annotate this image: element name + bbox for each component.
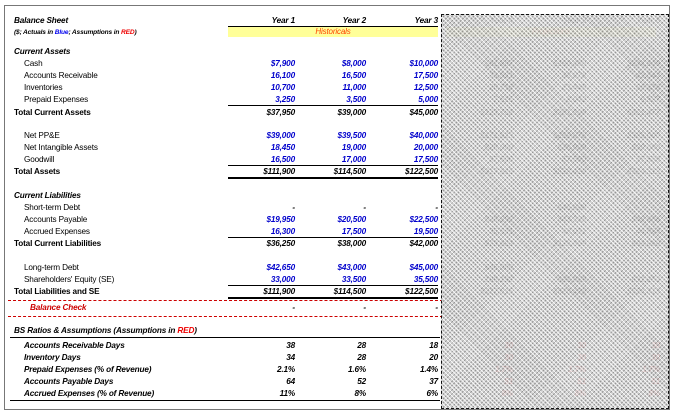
ap-year-3[interactable]: $22,500: [409, 215, 438, 224]
ap-days-label[interactable]: Accounts Payable Days: [24, 377, 114, 386]
tcl-year-3[interactable]: $42,000: [409, 239, 438, 248]
ar-days-year-1[interactable]: 38: [286, 341, 295, 350]
tlse-double-rule: [228, 297, 438, 299]
accrued-expenses-label[interactable]: Accrued Expenses: [24, 227, 90, 236]
prepaid-pct-year-2[interactable]: 1.6%: [347, 365, 366, 374]
accr-year-2[interactable]: 17,500: [341, 227, 366, 236]
tca-rule: [228, 105, 438, 106]
ppe-year-1[interactable]: $39,000: [266, 131, 295, 140]
std-year-2[interactable]: -: [363, 203, 366, 212]
prepaid-pct-year-1[interactable]: 2.1%: [276, 365, 295, 374]
goodwill-year-3[interactable]: 17,500: [413, 155, 438, 164]
prepaid-year-1[interactable]: 3,250: [275, 95, 295, 104]
subtitle[interactable]: [14, 27, 137, 38]
ltd-year-3[interactable]: $45,000: [409, 263, 438, 272]
subtitle-mid: ; Assumptions in: [68, 29, 121, 36]
total-current-assets-label[interactable]: Total Current Assets: [14, 108, 91, 117]
tlse-year-3[interactable]: $122,500: [405, 287, 438, 296]
subtitle-actuals: Blue: [54, 29, 69, 36]
tlse-year-1[interactable]: $111,900: [263, 287, 295, 296]
inv-year-1[interactable]: 10,700: [270, 83, 295, 92]
cash-year-2[interactable]: $8,000: [341, 59, 366, 68]
ratios-heading-prefix: BS Ratios & Assumptions (Assumptions in: [14, 326, 178, 335]
goodwill-label[interactable]: Goodwill: [24, 155, 55, 164]
inv-days-year-3[interactable]: 20: [429, 353, 438, 362]
ar-days-year-3[interactable]: 18: [429, 341, 438, 350]
prepaid-pct-year-3[interactable]: 1.4%: [419, 365, 438, 374]
ar-year-3[interactable]: 17,500: [413, 71, 438, 80]
historicals-band[interactable]: Historicals: [228, 27, 438, 37]
check-year-1[interactable]: -: [292, 303, 295, 312]
ppe-year-3[interactable]: $40,000: [409, 131, 438, 140]
ta-double-rule: [228, 177, 438, 179]
ar-days-label[interactable]: Accounts Receivable Days: [24, 341, 125, 350]
shareholders-equity-label[interactable]: Shareholders' Equity (SE): [24, 275, 115, 284]
prepaid-year-2[interactable]: 3,500: [346, 95, 366, 104]
subtitle-prefix: ($; Actuals in: [14, 29, 55, 36]
std-year-3[interactable]: -: [435, 203, 438, 212]
total-liabilities-se-label[interactable]: Total Liabilities and SE: [14, 287, 100, 296]
projections-hatch-overlay: [441, 14, 669, 409]
inv-days-year-2[interactable]: 28: [357, 353, 366, 362]
accounts-payable-label[interactable]: Accounts Payable: [24, 215, 88, 224]
tcl-year-1[interactable]: $36,250: [266, 239, 295, 248]
se-year-2[interactable]: 33,500: [341, 275, 366, 284]
tca-year-3[interactable]: $45,000: [409, 108, 438, 117]
prepaid-expenses-label[interactable]: Prepaid Expenses: [24, 95, 89, 104]
tlse-year-2[interactable]: $114,500: [333, 287, 366, 296]
prepaid-year-3[interactable]: 5,000: [418, 95, 438, 104]
se-year-3[interactable]: 35,500: [413, 275, 438, 284]
year-3-header[interactable]: Year 3: [414, 16, 438, 25]
ta-year-2[interactable]: $114,500: [333, 167, 366, 176]
cash-label[interactable]: Cash: [24, 59, 43, 68]
accr-year-1[interactable]: 16,300: [270, 227, 295, 236]
inventory-days-label[interactable]: Inventory Days: [24, 353, 81, 362]
goodwill-year-2[interactable]: 17,000: [341, 155, 366, 164]
ltd-year-2[interactable]: $43,000: [337, 263, 366, 272]
ta-year-1[interactable]: $111,900: [263, 167, 295, 176]
inventories-label[interactable]: Inventories: [24, 83, 63, 92]
ar-year-1[interactable]: 16,100: [270, 71, 295, 80]
balance-check-label[interactable]: Balance Check: [30, 303, 87, 312]
accounts-receivable-label[interactable]: Accounts Receivable: [24, 71, 98, 80]
ap-year-1[interactable]: $19,950: [266, 215, 295, 224]
cash-year-3[interactable]: $10,000: [409, 59, 438, 68]
ratios-heading-red: RED: [177, 326, 195, 335]
long-term-debt-label[interactable]: Long-term Debt: [24, 263, 79, 272]
inv-year-3[interactable]: 12,500: [413, 83, 438, 92]
ta-year-3[interactable]: $122,500: [405, 167, 438, 176]
ppe-year-2[interactable]: $39,500: [337, 131, 366, 140]
ratios-heading[interactable]: [14, 325, 197, 336]
net-ppe-label[interactable]: Net PP&E: [24, 131, 60, 140]
subtitle-assumptions: RED: [120, 29, 135, 36]
check-year-2[interactable]: -: [363, 303, 366, 312]
ar-year-2[interactable]: 16,500: [341, 71, 366, 80]
tca-year-1[interactable]: $37,950: [266, 108, 295, 117]
subtitle-suffix: ): [134, 29, 137, 36]
accr-pct-year-1[interactable]: 11%: [279, 389, 295, 398]
tca-year-2[interactable]: $39,000: [337, 108, 366, 117]
intang-year-2[interactable]: 19,000: [341, 143, 366, 152]
accr-year-3[interactable]: 19,500: [413, 227, 438, 236]
current-liabilities-heading[interactable]: Current Liabilities: [14, 191, 81, 200]
ap-days-year-3[interactable]: 37: [429, 377, 438, 386]
check-year-3[interactable]: -: [435, 303, 438, 312]
ar-days-year-2[interactable]: 28: [357, 341, 366, 350]
sheet-title[interactable]: Balance Sheet: [14, 16, 69, 25]
total-current-liabilities-label[interactable]: Total Current Liabilities: [14, 239, 102, 248]
total-assets-label[interactable]: Total Assets: [14, 167, 60, 176]
inv-year-2[interactable]: 11,000: [342, 83, 366, 92]
prepaid-pct-label[interactable]: Prepaid Expenses (% of Revenue): [24, 365, 152, 374]
goodwill-year-1[interactable]: 16,500: [270, 155, 295, 164]
ap-days-year-1[interactable]: 64: [286, 377, 295, 386]
accr-pct-year-2[interactable]: 8%: [354, 389, 366, 398]
se-year-1[interactable]: 33,000: [270, 275, 295, 284]
year-2-header[interactable]: Year 2: [342, 16, 366, 25]
ltd-year-1[interactable]: $42,650: [266, 263, 295, 272]
intang-year-3[interactable]: 20,000: [413, 143, 438, 152]
ratios-heading-suffix: ): [194, 326, 197, 335]
year-1-header[interactable]: Year 1: [271, 16, 295, 25]
current-assets-heading[interactable]: Current Assets: [14, 47, 71, 56]
ap-year-2[interactable]: $20,500: [337, 215, 366, 224]
std-year-1[interactable]: -: [292, 203, 295, 212]
intang-year-1[interactable]: 18,450: [270, 143, 295, 152]
inv-days-year-1[interactable]: 34: [286, 353, 295, 362]
accrued-pct-label[interactable]: Accrued Expenses (% of Revenue): [24, 389, 155, 398]
short-term-debt-label[interactable]: Short-term Debt: [24, 203, 80, 212]
net-intangible-label[interactable]: Net Intangible Assets: [24, 143, 98, 152]
tcl-year-2[interactable]: $38,000: [337, 239, 366, 248]
accr-pct-year-3[interactable]: 6%: [426, 389, 438, 398]
cash-year-1[interactable]: $7,900: [270, 59, 295, 68]
ap-days-year-2[interactable]: 52: [357, 377, 366, 386]
